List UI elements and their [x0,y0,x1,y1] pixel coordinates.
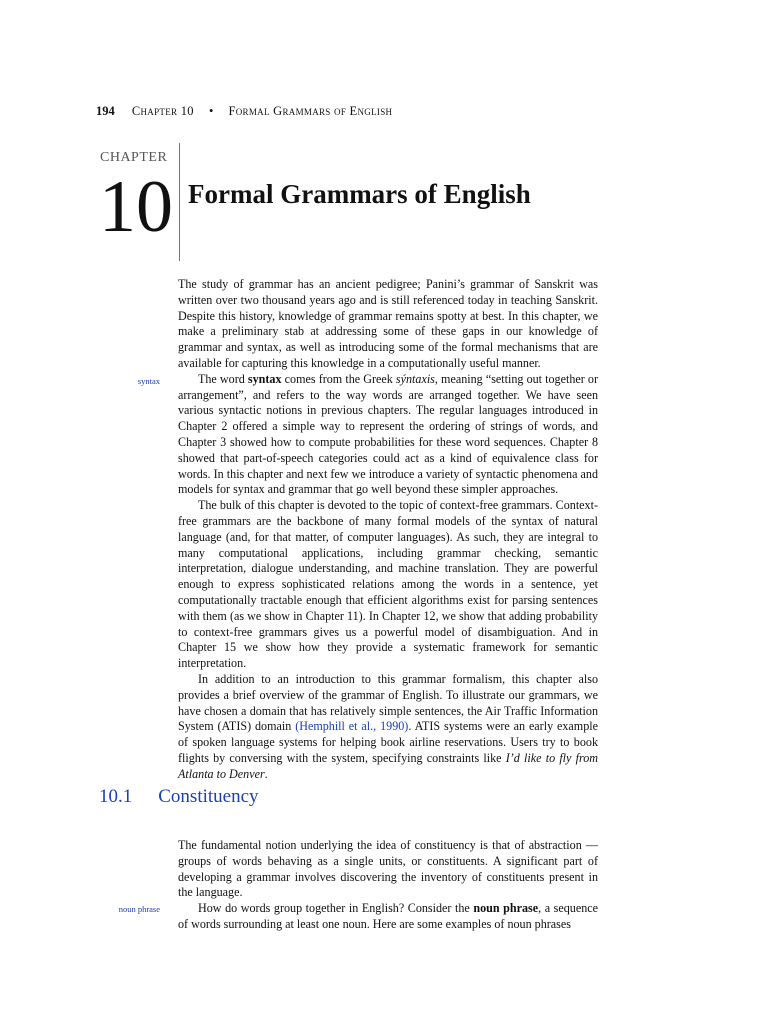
chapter-divider [179,143,180,261]
section-text [178,838,598,933]
text-span: How do words group together in English? Consider the [198,901,474,916]
chapter-number: 10 [99,166,173,248]
intro-paragraph-1: The study of grammar has an ancient pedigree; Panini’s grammar of Sanskrit was written over two thousand years ago and is still referenced today in teaching Sanskrit. Despite this history, knowledge of grammar remains spotty at best. In this chapter, we make a preliminary stab at addressing some of these gaps in our knowledge of grammar and syntax, as well as introducing some of the formal mechanisms that are available for capturing this knowledge in a computationally useful manner. [178,277,598,370]
citation-link[interactable]: (Hemphill et al., 1990) [295,719,409,734]
margin-note-syntax: syntax [137,376,160,386]
section-heading [99,786,259,808]
term-syntax: syntax [247,371,282,386]
running-head-chapter-label: Chapter 10 [131,104,194,118]
chapter-label: CHAPTER [100,150,168,165]
example-sentence: I’d like to fly from Atlanta to Denver [178,750,599,781]
intro-paragraph-4 [178,672,598,783]
text-span: The word [198,371,248,386]
running-head-separator: • [208,104,214,118]
intro-paragraph-3: The bulk of this chapter is devoted to the topic of context-free grammars. Context-free grammars are the backbone of many formal models of the syntax of natural language (and, for that matter, of computer languages). As such, they are integral to many computational applications, including grammar checking, semantic interpretation, dialogue understanding, and machine translation. They are powerful enough to express sophisticated relations among the words in a sentence, yet computationally tractable enough that efficient algorithms exist for parsing sentences with them (as we show in Chapter 11). In Chapter 12, we show that adding probability to context-free grammars gives us a powerful model of disambiguation. And in Chapter 15 we show how they provide a systematic framework for semantic interpretation. [178,498,598,671]
text-span: . ATIS systems were an early example of spoken language systems for helping book airline reservations. Users try to book flights by conversing with the system, specifying constraints like [178,719,598,765]
text-span: , a sequence of words surrounding at least one noun. Here are some examples of noun phrases [178,901,598,931]
section-number: 10.1 [99,786,133,807]
term-noun-phrase: noun phrase [473,901,539,916]
text-span: . [264,766,268,781]
running-head [96,104,392,119]
section-paragraph-1: The fundamental notion underlying the idea of constituency is that of abstraction — groups of words behaving as a single units, or constituents. A significant part of developing a grammar involves discovering the inventory of constituents present in the language. [178,838,598,900]
text-span: , meaning “setting out together or arrangement”, and refers to the way words are arranged together. We have seen various syntactic notions in previous chapters. The regular languages introduced in Chapter 2 offered a simple way to represent the ordering of strings of words, and Chapter 3 showed how to compute probabilities for these word sequences. Chapter 8 showed that part-of-speech categories could act as a kind of equivalence class for words. In this chapter and next few we introduce a variety of syntactic phenomena and models for syntax and grammar that go well beyond these simpler approaches. [178,371,598,497]
text-span: In addition to an introduction to this grammar formalism, this chapter also provides a brief overview of the grammar of English. To illustrate our grammars, we have chosen a domain that has relatively simple sentences, the Air Traffic Information System (ATIS) domain [178,671,598,734]
page-number: 194 [96,104,115,118]
text-span: comes from the Greek [281,371,396,386]
section-title: Constituency [158,786,259,807]
section-paragraph-2 [178,901,598,933]
margin-note-noun-phrase: noun phrase [118,904,160,914]
greek-term: sýntaxis [395,371,435,386]
chapter-title: Formal Grammars of English [188,179,531,209]
intro-text [178,277,598,783]
running-head-chapter-name: Formal Grammars of English [228,104,393,118]
intro-paragraph-2 [178,372,598,498]
